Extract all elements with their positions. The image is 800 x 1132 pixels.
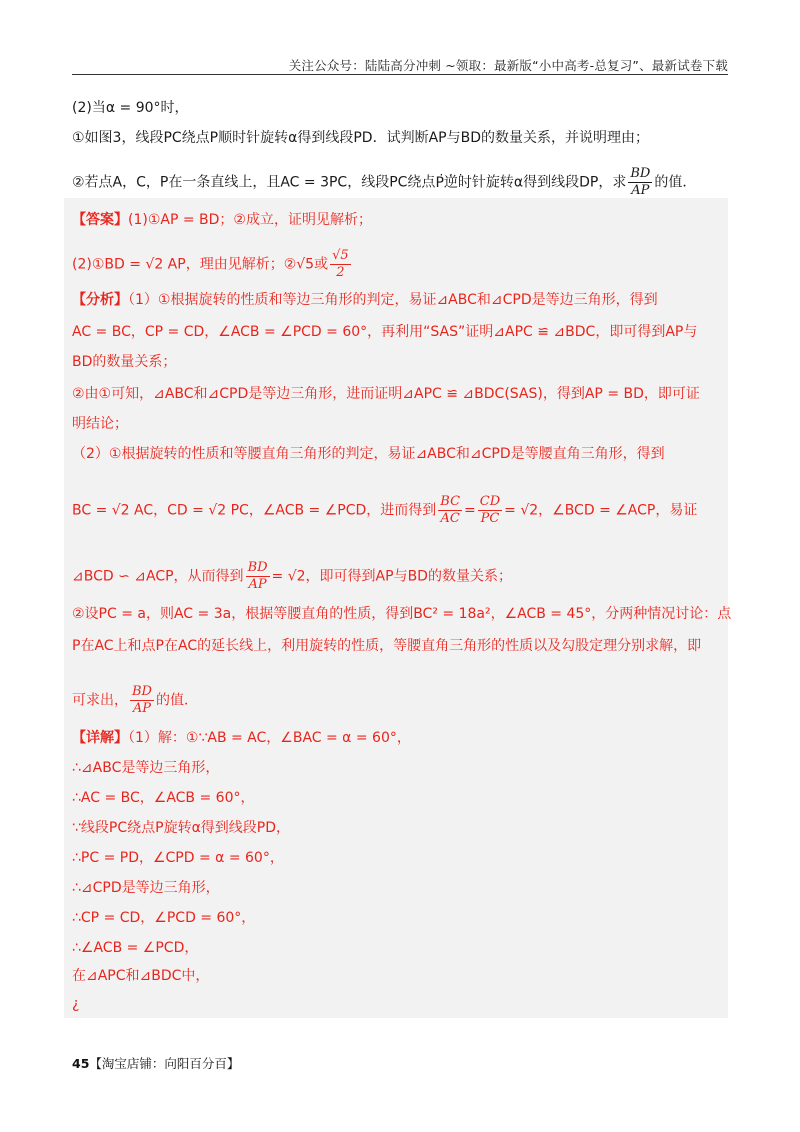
detail-line-1 [72,728,728,748]
detail-line-2: ∴⊿ABC是等边三角形， [72,760,220,776]
question-line-3d: 的值． [654,174,697,191]
analysis-text-8b: = √2，即可得到AP与BD的数量关系； [271,568,512,585]
fraction-numerator: BD [630,166,651,181]
fraction-bd-ap [130,684,154,717]
question-line-1: (2)当α = 90°时， [72,100,189,116]
detail-line-5: ∴PC = PD，∠CPD = α = 60°， [72,850,284,866]
analysis-text-7a: BC = √2 AC，CD = √2 PC，∠ACB = ∠PCD，进而得到 [72,502,437,519]
question-line-3 [72,166,728,199]
analysis-line-1 [72,290,728,310]
page-footer [72,1054,239,1072]
answer-line-2 [72,248,728,281]
fraction-sqrt5-2 [330,248,351,281]
fraction-bd-ap [628,166,652,199]
page-number: 45 [72,1056,90,1071]
detail-text-1: （1）解：①∵AB = AC，∠BAC = α = 60°， [128,730,411,746]
detail-line-10: ¿ [72,996,80,1012]
fraction-bd-ap [246,560,270,593]
analysis-line-7 [72,494,728,527]
header-rule [72,74,728,75]
question-line-3c: 针旋转α得到线段DP，求 [471,174,627,191]
fraction-cd-pc [478,494,502,527]
fraction-denominator: AP [248,577,267,592]
fraction-denominator: 2 [336,265,345,280]
analysis-text-1: （1）①根据旋转的性质和等边三角形的判定，易证⊿ABC和⊿CPD是等边三角形，得到 [128,292,658,308]
answer-line-1 [72,210,728,230]
fraction-denominator: AC [440,511,460,526]
analysis-text-11b: 的值． [155,692,198,709]
question-line-3a: ②若点A，C，P在一条直线上，且AC = 3PC，线段PC绕点 [72,174,436,191]
detail-line-3: ∴AC = BC，∠ACB = 60°， [72,790,255,806]
analysis-line-11 [72,684,728,717]
detail-line-9: 在⊿APC和⊿BDC中， [72,968,210,984]
page-header: 关注公众号：陆陆高分冲刺 ~领取：最新版“小中高考-总复习”、最新试卷下载 [288,58,728,73]
detail-line-8: ∴∠ACB = ∠PCD， [72,940,199,956]
analysis-line-6: （2）①根据旋转的性质和等腰直角三角形的判定，易证⊿ABC和⊿CPD是等腰直角三角形，得到 [72,446,665,462]
answer-label: 【答案】 [72,212,128,228]
analysis-line-4: ②由①可知，⊿ABC和⊿CPD是等边三角形，进而证明⊿APC ≌ ⊿BDC(SAS)，得到AP = BD，即可证 [72,386,700,402]
footer-text: 【淘宝店铺：向阳百分百】 [89,1056,240,1071]
analysis-text-11a: 可求出， [72,692,128,709]
question-line-2: ①如图3，线段PC绕点P顺时针旋转α得到线段PD．试判断AP与BD的数量关系，并说明理由； [72,130,649,146]
emphasis-dots: · · · P逆时 [435,175,471,191]
analysis-text-7b: = [464,502,476,519]
analysis-line-10: P在AC上和点P在AC的延长线上，利用旋转的性质，等腰直角三角形的性质以及勾股定理分别求解，即 [72,638,702,654]
fraction-numerator: BD [247,560,268,575]
analysis-label: 【分析】 [72,292,128,308]
detail-line-7: ∴CP = CD，∠PCD = 60°， [72,910,256,926]
detail-line-6: ∴⊿CPD是等边三角形， [72,880,220,896]
fraction-denominator: AP [132,701,152,716]
analysis-text-8a: ⊿BCD ∽ ⊿ACP，从而得到 [72,568,244,585]
fraction-denominator: AP [631,183,650,198]
analysis-line-3: BD的数量关系； [72,354,177,370]
fraction-denominator: PC [480,511,500,526]
analysis-line-5: 明结论； [72,416,128,432]
fraction-numerator: BC [440,494,461,509]
analysis-line-8 [72,560,728,593]
fraction-numerator: BD [132,684,152,699]
detail-label: 【详解】 [72,730,128,746]
fraction-bc-ac [438,494,462,527]
analysis-text-7c: = √2，∠BCD = ∠ACP，易证 [504,502,698,519]
answer-text-2: (2)①BD = √2 AP，理由见解析；②√5或 [72,256,329,273]
fraction-numerator: CD [479,494,501,509]
answer-text-1: (1)①AP = BD；②成立，证明见解析； [128,212,372,228]
analysis-line-9: ②设PC = a，则AC = 3a，根据等腰直角的性质，得到BC² = 18a²，∠ACB = 45°，分两种情况讨论：点 [72,606,732,622]
fraction-numerator: √5 [332,248,349,263]
detail-line-4: ∵线段PC绕点P旋转α得到线段PD， [72,820,291,836]
analysis-line-2: AC = BC，CP = CD，∠ACB = ∠PCD = 60°，再利用“SAS”证明⊿APC ≌ ⊿BDC，即可得到AP与 [72,324,698,340]
